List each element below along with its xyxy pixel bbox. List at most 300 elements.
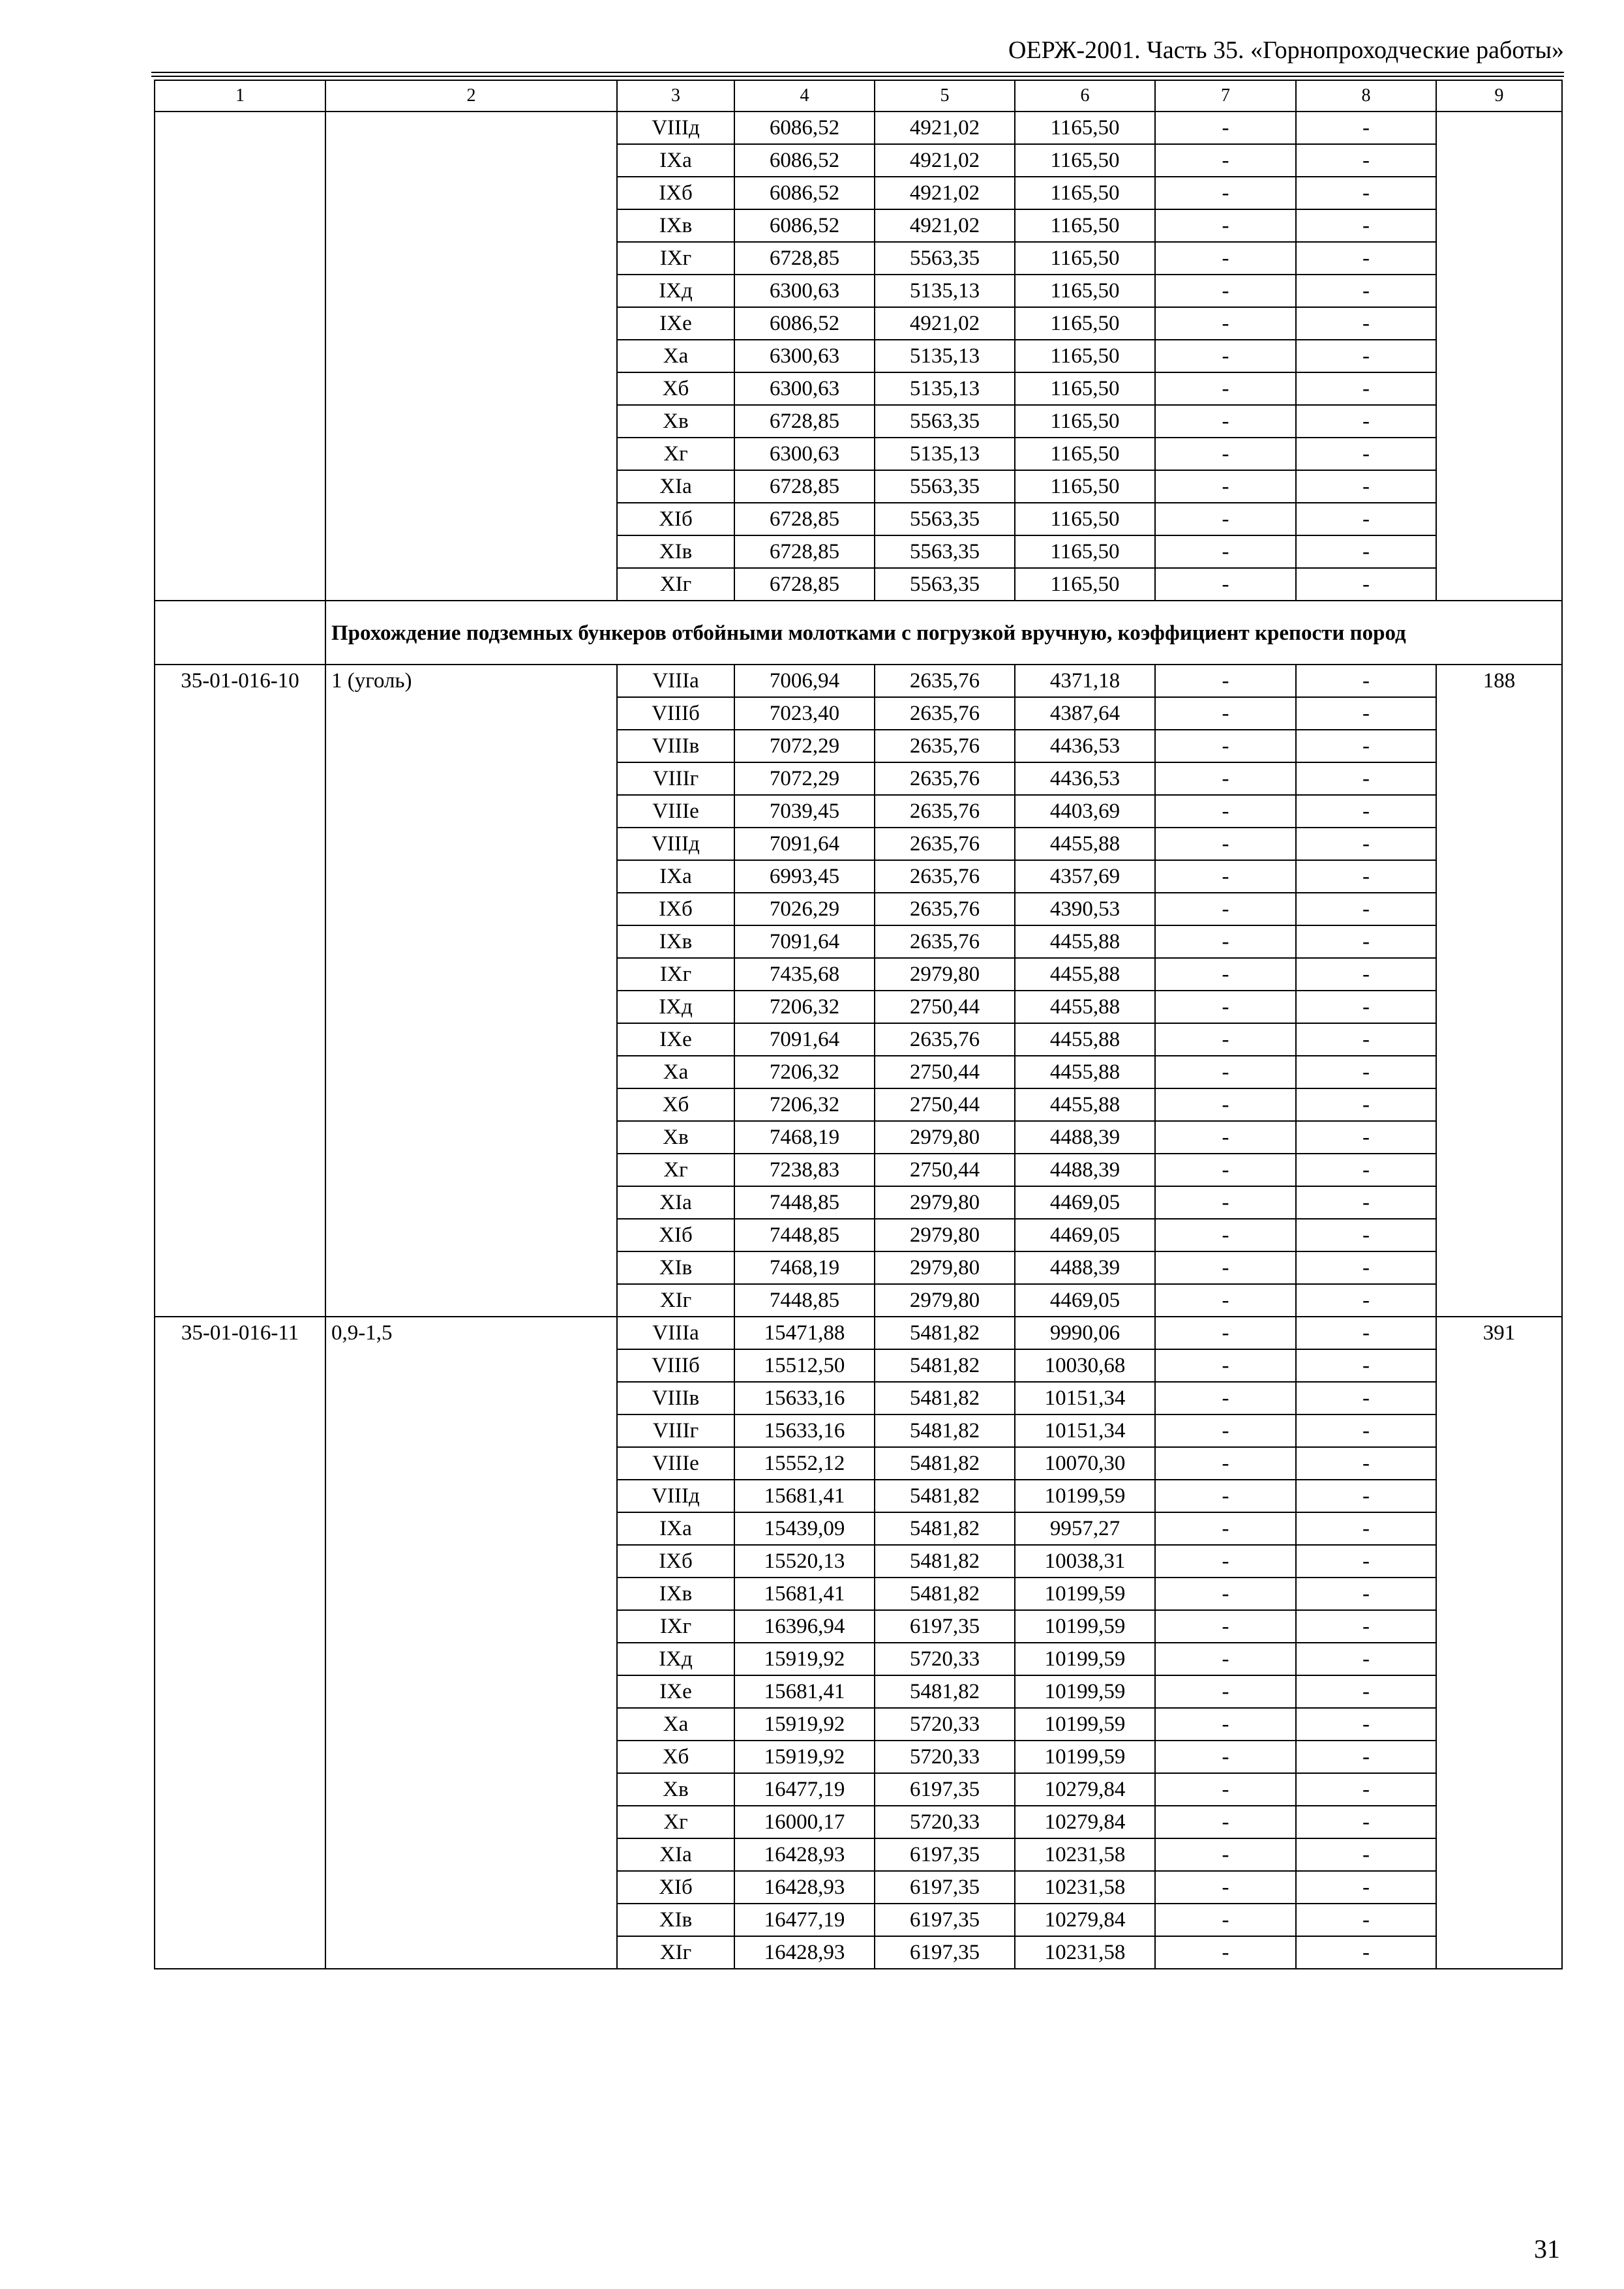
table-cell: 9990,06 (1015, 1317, 1155, 1349)
table-cell: 5563,35 (875, 535, 1015, 568)
table-cell: 7206,32 (734, 1056, 875, 1088)
table-cell: 2979,80 (875, 1284, 1015, 1317)
table-cell: 2979,80 (875, 1121, 1015, 1154)
table-cell: - (1155, 1317, 1296, 1349)
table-cell: 15919,92 (734, 1643, 875, 1675)
table-cell: 2635,76 (875, 730, 1015, 762)
table-cell: 4455,88 (1015, 1088, 1155, 1121)
table-cell: 1165,50 (1015, 503, 1155, 535)
table-cell: - (1296, 177, 1436, 209)
table-cell: - (1155, 958, 1296, 991)
table-cell: - (1155, 535, 1296, 568)
section-header-row (155, 601, 1562, 665)
table-cell: 5720,33 (875, 1643, 1015, 1675)
table-cell: - (1296, 1773, 1436, 1806)
table-cell: 4436,53 (1015, 730, 1155, 762)
table-cell: 5481,82 (875, 1349, 1015, 1382)
table-cell: - (1296, 1219, 1436, 1251)
table-cell: 2635,76 (875, 697, 1015, 730)
table-cell: 4469,05 (1015, 1284, 1155, 1317)
table-cell: - (1296, 1904, 1436, 1936)
table-cell: 6086,52 (734, 177, 875, 209)
table-cell: 6086,52 (734, 144, 875, 177)
table-cell: 4921,02 (875, 307, 1015, 340)
section-blank-cell (155, 601, 325, 665)
table-cell: IXв (617, 925, 734, 958)
table-cell: 6086,52 (734, 209, 875, 242)
table-cell: 15919,92 (734, 1708, 875, 1741)
table-cell: 2635,76 (875, 795, 1015, 828)
table-cell: 2635,76 (875, 665, 1015, 697)
table-cell: XIг (617, 1284, 734, 1317)
table-cell: 6197,35 (875, 1904, 1015, 1936)
table-cell: 4455,88 (1015, 991, 1155, 1023)
table-cell: 4455,88 (1015, 925, 1155, 958)
table-cell: IXе (617, 1023, 734, 1056)
table-cell: 5135,13 (875, 340, 1015, 372)
table-cell: 16428,93 (734, 1936, 875, 1969)
table-cell: 15520,13 (734, 1545, 875, 1578)
table-cell: - (1296, 1871, 1436, 1904)
table-cell: - (1296, 438, 1436, 470)
table-cell: IXа (617, 860, 734, 893)
table-cell: - (1155, 1186, 1296, 1219)
table-cell: 1165,50 (1015, 209, 1155, 242)
table-cell: - (1155, 372, 1296, 405)
table-cell: XIб (617, 1871, 734, 1904)
table-cell: - (1155, 438, 1296, 470)
table-cell: 4921,02 (875, 112, 1015, 144)
table-cell: IXд (617, 991, 734, 1023)
table-cell: - (1155, 1023, 1296, 1056)
table-cell: 10199,59 (1015, 1675, 1155, 1708)
table-cell: IXа (617, 1512, 734, 1545)
table-cell: IXг (617, 1610, 734, 1643)
table-cell: VIIIг (617, 1414, 734, 1447)
table-cell: VIIIд (617, 112, 734, 144)
table-cell: 7448,85 (734, 1219, 875, 1251)
table-cell: 15633,16 (734, 1414, 875, 1447)
running-header-title: ОЕРЖ-2001. Часть 35. «Горнопроходческие работы» (1008, 37, 1564, 64)
table-cell: 6197,35 (875, 1871, 1015, 1904)
code-cell: 35-01-016-11 (155, 1317, 325, 1969)
table-cell: XIб (617, 1219, 734, 1251)
page-number: 31 (1534, 2234, 1560, 2264)
table-cell: 7091,64 (734, 1023, 875, 1056)
table-cell: - (1155, 762, 1296, 795)
table-cell: 7448,85 (734, 1284, 875, 1317)
table-cell: 4455,88 (1015, 958, 1155, 991)
table-cell: - (1155, 730, 1296, 762)
table-cell: 5481,82 (875, 1675, 1015, 1708)
code-cell (155, 112, 325, 601)
table-cell: - (1155, 1480, 1296, 1512)
table-cell: 7072,29 (734, 762, 875, 795)
table-cell: XIв (617, 535, 734, 568)
column-number-cell: 3 (617, 80, 734, 112)
table-cell: - (1296, 991, 1436, 1023)
table-cell: 10199,59 (1015, 1643, 1155, 1675)
table-cell: - (1296, 1284, 1436, 1317)
table-cell: - (1296, 568, 1436, 601)
table-cell: - (1155, 1871, 1296, 1904)
table-cell: - (1155, 860, 1296, 893)
table-cell: 4469,05 (1015, 1186, 1155, 1219)
table-cell: - (1155, 1741, 1296, 1773)
table-cell: 15439,09 (734, 1512, 875, 1545)
table-cell: - (1155, 1284, 1296, 1317)
table-cell: 4488,39 (1015, 1251, 1155, 1284)
table-cell: 2750,44 (875, 1154, 1015, 1186)
table-cell: Xа (617, 1708, 734, 1741)
table-cell: XIг (617, 1936, 734, 1969)
table-cell: 2635,76 (875, 828, 1015, 860)
table-cell: 4921,02 (875, 144, 1015, 177)
table-cell: - (1155, 991, 1296, 1023)
rates-table (154, 80, 1563, 1969)
table-cell: 1165,50 (1015, 535, 1155, 568)
table-cell: - (1155, 470, 1296, 503)
table-cell: 10279,84 (1015, 1904, 1155, 1936)
table-cell: - (1296, 1545, 1436, 1578)
table-cell: 4357,69 (1015, 860, 1155, 893)
table-cell: - (1155, 1578, 1296, 1610)
table-cell: Xв (617, 1121, 734, 1154)
table-cell: - (1296, 1708, 1436, 1741)
table-cell: - (1296, 1414, 1436, 1447)
table-cell: XIб (617, 503, 734, 535)
table-cell: 5563,35 (875, 470, 1015, 503)
header-rule-double (151, 76, 1564, 77)
table-cell: 4469,05 (1015, 1219, 1155, 1251)
table-cell: Xб (617, 1741, 734, 1773)
table-cell: - (1296, 1480, 1436, 1512)
table-cell: - (1296, 209, 1436, 242)
table-cell: - (1155, 1414, 1296, 1447)
table-cell: - (1155, 1447, 1296, 1480)
table-cell: 16428,93 (734, 1871, 875, 1904)
table-cell: IXе (617, 307, 734, 340)
table-cell: - (1155, 144, 1296, 177)
table-cell: 5135,13 (875, 275, 1015, 307)
table-cell: 7435,68 (734, 958, 875, 991)
table-cell: IXб (617, 1545, 734, 1578)
table-cell: 6197,35 (875, 1936, 1015, 1969)
table-cell: IXб (617, 893, 734, 925)
table-cell: - (1155, 1545, 1296, 1578)
table-cell: 10231,58 (1015, 1871, 1155, 1904)
table-cell: Xг (617, 1154, 734, 1186)
table-cell: Xа (617, 1056, 734, 1088)
table-cell: - (1155, 1056, 1296, 1088)
table-cell: 5563,35 (875, 503, 1015, 535)
table-cell: 15633,16 (734, 1382, 875, 1414)
table-cell: IXг (617, 958, 734, 991)
table-cell: - (1155, 568, 1296, 601)
table-cell: 6728,85 (734, 470, 875, 503)
table-cell: 10231,58 (1015, 1838, 1155, 1871)
table-cell: - (1296, 144, 1436, 177)
table-cell: 4387,64 (1015, 697, 1155, 730)
table-cell: - (1296, 1806, 1436, 1838)
table-cell: 1165,50 (1015, 144, 1155, 177)
table-cell: 6993,45 (734, 860, 875, 893)
table-cell: - (1155, 405, 1296, 438)
table-cell: 1165,50 (1015, 438, 1155, 470)
table-cell: - (1155, 1806, 1296, 1838)
header-rule (151, 72, 1564, 73)
table-cell: - (1296, 730, 1436, 762)
table-cell: 10199,59 (1015, 1708, 1155, 1741)
table-cell: - (1155, 307, 1296, 340)
table-cell: 15919,92 (734, 1741, 875, 1773)
table-cell: 7468,19 (734, 1251, 875, 1284)
table-row (155, 1317, 1562, 1349)
table-cell: 5481,82 (875, 1414, 1015, 1447)
table-cell: VIIIг (617, 762, 734, 795)
table-cell: - (1296, 1447, 1436, 1480)
column-number-cell: 5 (875, 80, 1015, 112)
table-cell: 5135,13 (875, 438, 1015, 470)
table-cell: - (1155, 665, 1296, 697)
table-cell: - (1155, 1675, 1296, 1708)
table-cell: VIIIв (617, 730, 734, 762)
table-cell: - (1296, 242, 1436, 275)
table-cell: 10279,84 (1015, 1773, 1155, 1806)
table-cell: XIа (617, 1186, 734, 1219)
table-cell: - (1155, 893, 1296, 925)
table-cell: 6728,85 (734, 503, 875, 535)
table-cell: - (1296, 828, 1436, 860)
table-cell: 4921,02 (875, 177, 1015, 209)
table-cell: - (1296, 535, 1436, 568)
table-cell: 2635,76 (875, 925, 1015, 958)
table-cell: 6197,35 (875, 1773, 1015, 1806)
table-cell: 6086,52 (734, 307, 875, 340)
table-cell: - (1296, 1936, 1436, 1969)
table-cell: - (1296, 665, 1436, 697)
table-cell: 4403,69 (1015, 795, 1155, 828)
table-cell: 5720,33 (875, 1708, 1015, 1741)
table-cell: IXв (617, 1578, 734, 1610)
table-cell: - (1296, 1154, 1436, 1186)
table-row (155, 665, 1562, 697)
table-cell: 5481,82 (875, 1480, 1015, 1512)
table-cell: VIIIа (617, 1317, 734, 1349)
table-cell: XIа (617, 470, 734, 503)
table-cell: 1165,50 (1015, 307, 1155, 340)
table-cell: 7023,40 (734, 697, 875, 730)
table-cell: - (1155, 242, 1296, 275)
column-number-cell: 2 (325, 80, 617, 112)
column-number-cell: 7 (1155, 80, 1296, 112)
table-cell: XIг (617, 568, 734, 601)
table-cell: - (1155, 1838, 1296, 1871)
table-cell: - (1155, 1708, 1296, 1741)
table-cell: 1165,50 (1015, 112, 1155, 144)
table-cell: 7072,29 (734, 730, 875, 762)
table-cell: 7091,64 (734, 828, 875, 860)
table-cell: 4390,53 (1015, 893, 1155, 925)
column-number-cell: 9 (1436, 80, 1562, 112)
table-cell: 6300,63 (734, 340, 875, 372)
table-cell: 10231,58 (1015, 1936, 1155, 1969)
table-cell: - (1296, 1382, 1436, 1414)
table-cell: 1165,50 (1015, 275, 1155, 307)
table-cell: VIIIб (617, 697, 734, 730)
table-cell: - (1155, 209, 1296, 242)
table-cell: 4921,02 (875, 209, 1015, 242)
table-cell: 15681,41 (734, 1480, 875, 1512)
section-title: Прохождение подземных бункеров отбойными молотками с погрузкой вручную, коэффициент крепости пород (325, 601, 1562, 665)
table-cell: 2635,76 (875, 860, 1015, 893)
table-cell: 2750,44 (875, 1088, 1015, 1121)
table-cell: 6086,52 (734, 112, 875, 144)
table-cell: - (1296, 1317, 1436, 1349)
column-number-cell: 8 (1296, 80, 1436, 112)
table-cell: 1165,50 (1015, 242, 1155, 275)
parameter-cell (325, 112, 617, 601)
column-number-cell: 4 (734, 80, 875, 112)
table-cell: - (1296, 1578, 1436, 1610)
table-cell: 1165,50 (1015, 340, 1155, 372)
table-cell: 2750,44 (875, 1056, 1015, 1088)
table-row (155, 112, 1562, 144)
table-cell: 5481,82 (875, 1382, 1015, 1414)
table-cell: - (1296, 1838, 1436, 1871)
table-cell: VIIIб (617, 1349, 734, 1382)
table-cell: - (1296, 405, 1436, 438)
table-cell: 2635,76 (875, 1023, 1015, 1056)
table-cell: - (1296, 893, 1436, 925)
table-cell: 10070,30 (1015, 1447, 1155, 1480)
table-cell: 6197,35 (875, 1610, 1015, 1643)
table-cell: 5481,82 (875, 1317, 1015, 1349)
table-cell: 10199,59 (1015, 1578, 1155, 1610)
column-9-cell: 391 (1436, 1317, 1562, 1969)
table-cell: - (1155, 1936, 1296, 1969)
table-cell: - (1296, 1643, 1436, 1675)
table-cell: 7238,83 (734, 1154, 875, 1186)
table-cell: 15681,41 (734, 1578, 875, 1610)
table-cell: - (1155, 1773, 1296, 1806)
table-cell: 1165,50 (1015, 470, 1155, 503)
table-cell: - (1155, 112, 1296, 144)
table-cell: 10151,34 (1015, 1414, 1155, 1447)
table-cell: - (1296, 372, 1436, 405)
table-cell: - (1296, 1251, 1436, 1284)
table-cell: - (1155, 1154, 1296, 1186)
table-cell: 5481,82 (875, 1512, 1015, 1545)
table-cell: 4455,88 (1015, 828, 1155, 860)
table-cell: IXв (617, 209, 734, 242)
table-cell: 2750,44 (875, 991, 1015, 1023)
table-cell: - (1296, 1023, 1436, 1056)
table-cell: 7206,32 (734, 1088, 875, 1121)
table-cell: 15471,88 (734, 1317, 875, 1349)
table-cell: 10030,68 (1015, 1349, 1155, 1382)
table-cell: 2979,80 (875, 1186, 1015, 1219)
table-cell: 10151,34 (1015, 1382, 1155, 1414)
table-cell: 2635,76 (875, 893, 1015, 925)
code-cell: 35-01-016-10 (155, 665, 325, 1317)
table-cell: 5563,35 (875, 405, 1015, 438)
table-cell: - (1155, 503, 1296, 535)
table-cell: 6728,85 (734, 535, 875, 568)
table-cell: - (1296, 112, 1436, 144)
table-cell: 5720,33 (875, 1741, 1015, 1773)
table-cell: - (1155, 828, 1296, 860)
table-cell: 9957,27 (1015, 1512, 1155, 1545)
table-cell: - (1296, 1349, 1436, 1382)
table-cell: - (1296, 307, 1436, 340)
table-cell: XIа (617, 1838, 734, 1871)
table-cell: 4371,18 (1015, 665, 1155, 697)
table-cell: - (1296, 1121, 1436, 1154)
table-cell: 7091,64 (734, 925, 875, 958)
table-cell: - (1296, 762, 1436, 795)
table-cell: 7206,32 (734, 991, 875, 1023)
table-cell: 5481,82 (875, 1545, 1015, 1578)
table-cell: IXг (617, 242, 734, 275)
table-cell: 16477,19 (734, 1773, 875, 1806)
table-cell: 7006,94 (734, 665, 875, 697)
table-cell: 4436,53 (1015, 762, 1155, 795)
table-cell: - (1296, 340, 1436, 372)
table-cell: - (1155, 340, 1296, 372)
table-cell: - (1155, 1219, 1296, 1251)
table-cell: VIIIв (617, 1382, 734, 1414)
table-cell: 4455,88 (1015, 1056, 1155, 1088)
table-cell: - (1296, 1512, 1436, 1545)
table-cell: 1165,50 (1015, 568, 1155, 601)
table-cell: VIIIе (617, 1447, 734, 1480)
table-cell: 10199,59 (1015, 1741, 1155, 1773)
table-cell: - (1155, 1088, 1296, 1121)
table-cell: 6300,63 (734, 438, 875, 470)
table-cell: 2635,76 (875, 762, 1015, 795)
table-cell: - (1155, 1382, 1296, 1414)
table-cell: VIIIе (617, 795, 734, 828)
table-cell: 16428,93 (734, 1838, 875, 1871)
table-cell: - (1155, 925, 1296, 958)
table-cell: IXа (617, 144, 734, 177)
table-cell: 7468,19 (734, 1121, 875, 1154)
table-cell: - (1296, 795, 1436, 828)
table-cell: - (1296, 1610, 1436, 1643)
table-cell: - (1155, 1610, 1296, 1643)
column-number-row (155, 80, 1562, 112)
table-cell: 6300,63 (734, 275, 875, 307)
table-cell: 6728,85 (734, 568, 875, 601)
table-cell: 7039,45 (734, 795, 875, 828)
table-cell: - (1296, 1741, 1436, 1773)
table-cell: - (1155, 1643, 1296, 1675)
table-cell: - (1155, 1251, 1296, 1284)
column-9-cell: 188 (1436, 665, 1562, 1317)
table-cell: 4455,88 (1015, 1023, 1155, 1056)
table-cell: Xв (617, 405, 734, 438)
table-cell: - (1296, 958, 1436, 991)
table-cell: 5481,82 (875, 1578, 1015, 1610)
table-cell: - (1296, 275, 1436, 307)
table-cell: - (1296, 1675, 1436, 1708)
table-cell: - (1155, 697, 1296, 730)
column-9-cell (1436, 112, 1562, 601)
table-cell: 2979,80 (875, 1219, 1015, 1251)
table-cell: 1165,50 (1015, 405, 1155, 438)
table-cell: - (1296, 925, 1436, 958)
